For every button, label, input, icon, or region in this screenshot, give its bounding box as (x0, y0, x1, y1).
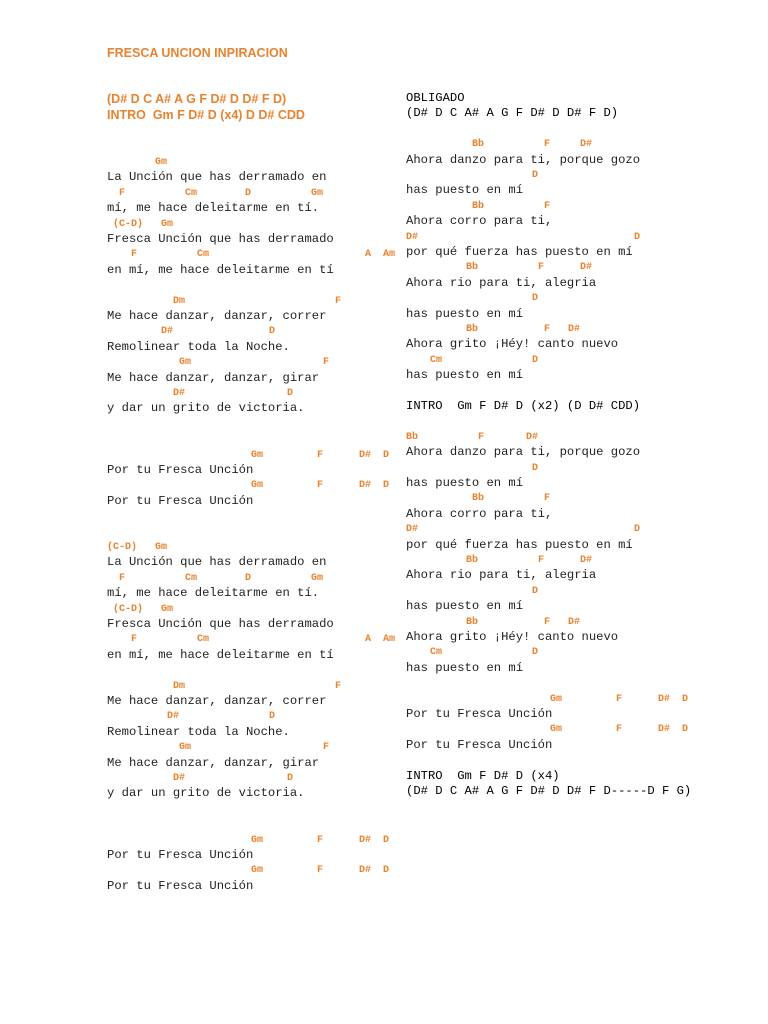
chord-line: D (406, 293, 539, 305)
chord-line: Gm F D# D (406, 693, 689, 705)
chord-line: Bb F (406, 493, 551, 505)
lyric-line: Ahora grito ¡Héy! canto nuevo (406, 337, 619, 352)
section-header: (D# D C A# A G F D# D D# F D) (406, 106, 619, 121)
chord-line: Dm F (107, 295, 342, 307)
lyric-line: Ahora rio para ti, alegria (406, 275, 597, 290)
section-header: INTRO Gm F D# D (x2) (D D# CDD) (406, 399, 641, 413)
lyric-line: has puesto en mí (406, 476, 524, 490)
chord-line: Cm D (406, 354, 539, 366)
section-header: INTRO Gm F D# D (x4) (406, 768, 560, 783)
lyric-line: Por tu Fresca Unción (107, 878, 254, 893)
intro-chord-sequence: (D# D C A# A G F D# D D# F D) (107, 92, 287, 106)
lyric-line: Me hace danzar, danzar, correr (107, 694, 327, 708)
song-title: FRESCA UNCION INPIRACION (107, 46, 288, 60)
lyric-line: Ahora rio para ti, alegria (406, 568, 597, 583)
chord-line: Bb F (406, 200, 551, 212)
chord-line: Bb F D# (406, 324, 581, 335)
lyric-line: Ahora danzo para ti, porque gozo (406, 445, 641, 460)
chord-line: D# D (107, 773, 294, 784)
chord-line: Gm F D# D (107, 449, 390, 461)
lyric-line: has puesto en mí (406, 306, 524, 321)
chord-line: F Cm D Gm (107, 187, 324, 199)
chord-line: Gm F (107, 357, 330, 369)
lyric-line: Por tu Fresca Unción (107, 848, 254, 862)
chord-line: Bb F D# (406, 555, 593, 566)
lyric-line: Ahora grito ¡Héy! canto nuevo (406, 630, 619, 644)
lyric-line: por qué fuerza has puesto en mí (406, 245, 633, 259)
lyric-line: Ahora corro para ti, (406, 214, 553, 229)
lyric-line: Remolinear toda la Noche. (107, 724, 290, 739)
chord-line: D# D (107, 326, 276, 338)
chord-line: Gm F D# D (107, 480, 390, 492)
chord-line: Gm F (107, 742, 330, 754)
chord-line: Gm F D# D (107, 865, 390, 877)
chord-line: F Cm A Am (107, 634, 396, 646)
chord-line: Bb F D# (406, 616, 581, 628)
chord-line: D# D (107, 711, 276, 723)
chord-line: (C-D) Gm (107, 603, 174, 615)
chord-line: Gm (107, 157, 168, 168)
lyric-line: Por tu Fresca Unción (107, 463, 254, 477)
lyric-line: y dar un grito de victoria. (107, 401, 305, 416)
chord-line: Bb F D# (406, 431, 539, 443)
chord-line: D# D (107, 388, 294, 399)
section-header: OBLIGADO (406, 91, 465, 105)
chord-line: Bb F D# (406, 262, 593, 274)
lyric-line: Por tu Fresca Unción (406, 737, 553, 752)
lyric-line: Me hace danzar, danzar, girar (107, 370, 320, 385)
lyric-line: La Unción que has derramado en (107, 555, 327, 570)
lyric-line: Remolinear toda la Noche. (107, 339, 290, 354)
chord-line: Bb F D# (406, 139, 593, 151)
lyric-line: Fresca Unción que has derramado (107, 617, 334, 631)
chord-line: F Cm A Am (107, 249, 396, 261)
chord-line: Cm D (406, 647, 539, 659)
lyric-line: por qué fuerza has puesto en mí (406, 537, 633, 552)
lyric-line: Ahora danzo para ti, porque gozo (406, 152, 641, 167)
lyric-line: has puesto en mí (406, 368, 524, 383)
chord-line: D (406, 462, 539, 474)
lyric-line: has puesto en mí (406, 183, 524, 198)
chord-line: D (406, 170, 539, 181)
lyric-line: en mí, me hace deleitarme en tí (107, 262, 334, 277)
intro-line: INTRO Gm F D# D (x4) D D# CDD (107, 108, 305, 122)
chord-line: Dm F (107, 680, 342, 692)
chord-line: Gm F D# D (406, 724, 689, 736)
lyric-line: Por tu Fresca Unción (406, 707, 553, 721)
chord-line: F Cm D Gm (107, 572, 324, 584)
chord-line: D# D (406, 231, 641, 243)
chord-line: (C-D) Gm (107, 218, 174, 230)
lyric-line: has puesto en mí (406, 660, 524, 675)
lyric-line: Me hace danzar, danzar, correr (107, 309, 327, 323)
chord-line: D (406, 585, 539, 597)
lyric-line: has puesto en mí (406, 599, 524, 614)
section-header: (D# D C A# A G F D# D D# F D-----D F G) (406, 784, 692, 798)
lyric-line: mí, me hace deleitarme en tí. (107, 201, 320, 216)
lyric-line: y dar un grito de victoria. (107, 786, 305, 801)
chord-line: (C-D) Gm (107, 542, 168, 553)
chord-line: D# D (406, 524, 641, 536)
lyric-line: Por tu Fresca Unción (107, 493, 254, 508)
chord-line: Gm F D# D (107, 834, 390, 846)
lyric-line: Me hace danzar, danzar, girar (107, 755, 320, 770)
lyric-line: La Unción que has derramado en (107, 170, 327, 185)
lyric-line: en mí, me hace deleitarme en tí (107, 647, 334, 662)
lyric-line: mí, me hace deleitarme en tí. (107, 586, 320, 601)
lyric-line: Ahora corro para ti, (406, 506, 553, 521)
lyric-line: Fresca Unción que has derramado (107, 232, 334, 246)
